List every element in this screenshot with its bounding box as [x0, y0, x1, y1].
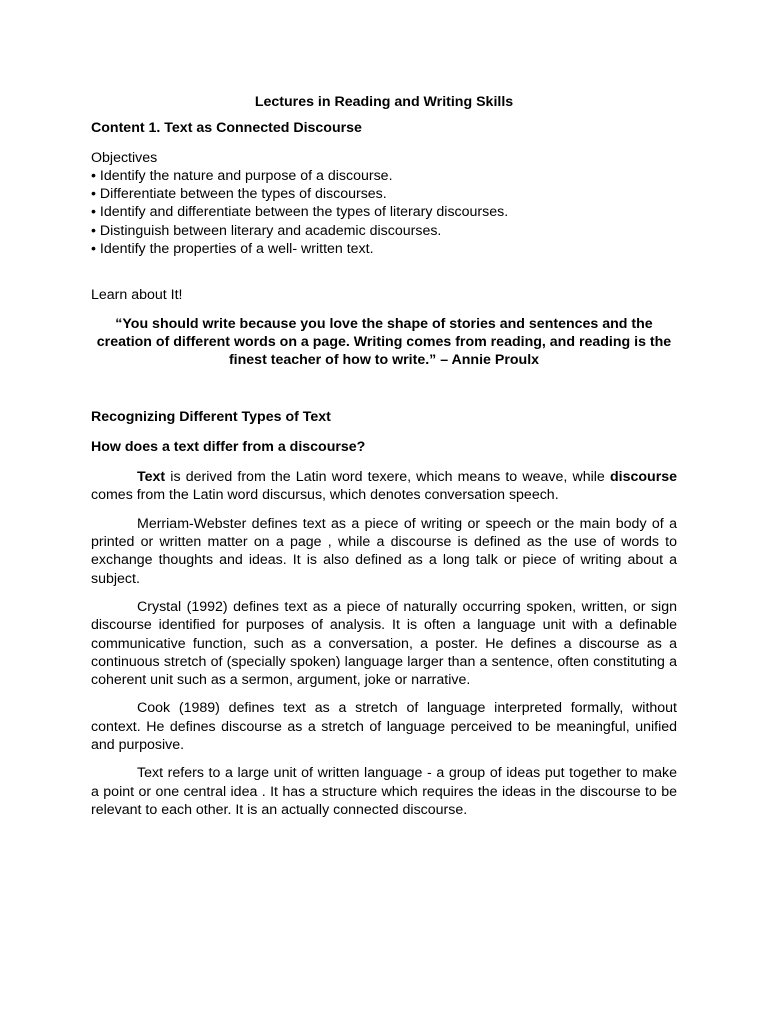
document-page: [91, 93, 677, 829]
etymology-part-2: comes from the Latin word discursus, which denotes conversation speech.: [91, 487, 559, 504]
document-title: Lectures in Reading and Writing Skills: [254, 94, 514, 110]
term-discourse: discourse: [609, 469, 677, 486]
objective-item: • Identify the properties of a well- written text.: [91, 241, 374, 258]
paragraph-etymology: [91, 468, 677, 505]
objective-item: • Identify and differentiate between the types of literary discourses.: [91, 204, 509, 221]
learn-about-it-label: Learn about It!: [91, 287, 183, 304]
paragraph-text-definition: Text refers to a large unit of written language - a group of ideas put together to make a point or one central idea . It has a structure which requires the ideas in the discourse to be relevant to each other. It is an actually connected discourse.: [91, 765, 677, 818]
question-heading: How does a text differ from a discourse?: [91, 438, 366, 455]
objective-item: • Differentiate between the types of discourses.: [91, 186, 387, 203]
term-text: Text: [137, 469, 166, 486]
objective-item: • Identify the nature and purpose of a discourse.: [91, 167, 393, 184]
objectives-list: [91, 167, 677, 258]
paragraph-crystal: Crystal (1992) defines text as a piece of naturally occurring spoken, written, or sign discourse identified for purposes of analysis. It is often a language unit with a definable communicative function, such as a conversation, a poster. He defines a discourse as a continuous stretch of (specially spoken) language larger than a sentence, often constituting a coherent unit such as a sermon, argument, joke or narrative.: [91, 598, 677, 689]
content-heading: Content 1. Text as Connected Discourse: [91, 120, 362, 137]
objectives-label: Objectives: [91, 149, 158, 166]
quote: “You should write because you love the shape of stories and sentences and the creation of different words on a page. Writing comes from reading, and reading is the finest teacher of how to write.” – Annie Proulx: [96, 315, 672, 369]
etymology-part-1: is derived from the Latin word texere, which means to weave, while: [165, 469, 610, 486]
section-heading: Recognizing Different Types of Text: [91, 408, 331, 425]
objective-item: • Distinguish between literary and academic discourses.: [91, 222, 442, 239]
paragraph-merriam-webster: Merriam-Webster defines text as a piece of writing or speech or the main body of a printed or written matter on a page , while a discourse is defined as the use of words to exchange thoughts and ideas. It is also defined as a long talk or piece of writing about a subject.: [91, 515, 677, 587]
paragraph-cook: Cook (1989) defines text as a stretch of language interpreted formally, without context. He defines discourse as a stretch of language perceived to be meaningful, unified and purposive.: [91, 700, 677, 754]
